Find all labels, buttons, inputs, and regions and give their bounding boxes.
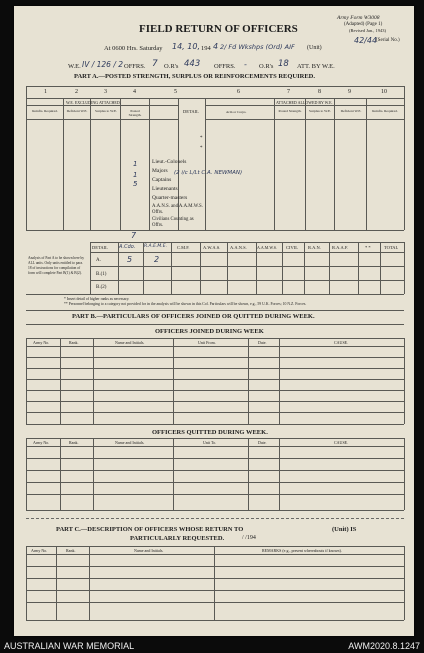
analysis-vrule <box>380 242 381 294</box>
part-c-vrule <box>214 546 215 620</box>
quitted-bottom-rule <box>26 510 404 511</box>
ors-label: O.R's <box>164 63 179 70</box>
quitted-header-top <box>26 438 404 439</box>
part-c-vrule <box>26 546 27 620</box>
ors2-label: O.R's <box>259 63 274 70</box>
analysis-row-label: B.(1) <box>96 272 107 277</box>
we-label: W.E. <box>68 63 81 70</box>
quitted-header: Army No. <box>33 440 50 445</box>
form-adapted: (Adapted) (Page 1) <box>344 22 383 27</box>
part-a-vrule <box>26 86 27 230</box>
analysis-header: R.A.A.F. <box>332 245 349 250</box>
analysis-header: A.A.N.S. <box>230 245 247 250</box>
part-a-vrule <box>274 98 275 230</box>
part-c-title: PART C.—DESCRIPTION OF OFFICERS WHOSE RETURN TO <box>56 526 244 533</box>
form-sheet <box>14 6 414 636</box>
posted-lt-col: 1 <box>133 160 138 168</box>
analysis-header: C.M.F. <box>177 245 190 250</box>
part-c-row-rule <box>26 566 404 567</box>
part-c-row-rule <box>26 578 404 579</box>
column-number: 9 <box>348 89 351 95</box>
quitted-header: Name and Initials. <box>115 440 145 445</box>
analysis-header: R.A.E.M.E. <box>144 244 168 249</box>
part-a-top-border <box>26 86 404 87</box>
part-b-title: PART B.—PARTICULARS OF OFFICERS JOINED OR QUITTED DURING WEEK. <box>72 313 315 320</box>
footnote: ** Personnel belonging to a category not provided for in the analysis will be shown in this Col. Particulars will be shown, e.g., 59 U.K. Forces; 10 N.Z. Forces. <box>64 302 307 306</box>
analysis-row-label: A. <box>96 258 101 263</box>
offrs-label: OFFRS. <box>124 63 146 70</box>
serial-value: 42/44 <box>354 36 378 45</box>
sub-header: Surplus to W.E. <box>309 109 331 113</box>
analysis-header: A.W.A.S. <box>203 245 221 250</box>
joined-header: Rank. <box>69 340 79 345</box>
part-a-vrule <box>149 98 150 230</box>
analysis-header: * * <box>365 245 371 250</box>
quitted-vrule <box>93 438 94 510</box>
joined-header-top <box>26 338 404 339</box>
column-number: 5 <box>174 89 177 95</box>
column-number: 7 <box>287 89 290 95</box>
form-title: FIELD RETURN OF OFFICERS <box>139 23 298 35</box>
joined-row-rule <box>26 401 404 402</box>
rank-label: Majors <box>152 168 168 174</box>
joined-header: CAUSE. <box>334 340 349 345</box>
footer-institution: AUSTRALIAN WAR MEMORIAL <box>4 641 135 651</box>
part-c-header-bottom <box>26 554 404 555</box>
analysis-header: TOTAL <box>384 245 399 250</box>
sub-header: Posted Strength. <box>278 109 302 113</box>
rank-label: Civilians Counting as Offrs. <box>152 217 194 228</box>
quitted-header: CAUSE. <box>334 440 349 445</box>
form-number: Army Form W3008 <box>337 15 380 21</box>
attached-allowed-header: ATTACHED ALLOWED BY W.E. <box>276 100 333 105</box>
analysis-vrule <box>358 242 359 294</box>
analysis-top-rule <box>90 242 404 243</box>
analysis-vrule <box>227 242 228 294</box>
analysis-bottom-rule <box>26 294 404 295</box>
quitted-vrule <box>279 438 280 510</box>
part-a-vrule <box>120 98 121 230</box>
part-c-requested: PARTICULARLY REQUESTED. <box>130 535 225 542</box>
joined-bottom-rule <box>26 424 404 425</box>
quitted-row-rule <box>26 482 404 483</box>
part-a-title: PART A.—POSTED STRENGTH, SURPLUS OR REINFORCEMENTS REQUIRED. <box>74 73 315 80</box>
column-number: 3 <box>104 89 107 95</box>
analysis-row-label: B.(2) <box>96 285 107 290</box>
quitted-row-rule <box>26 458 404 459</box>
column-number: 1 <box>44 89 47 95</box>
analysis-vrule <box>143 242 144 294</box>
quitted-row-rule <box>26 494 404 495</box>
joined-header: Name and Initials. <box>115 340 145 345</box>
part-a-vrule <box>305 98 306 230</box>
joined-header: Date. <box>258 340 267 345</box>
joined-header: Army No. <box>33 340 50 345</box>
time-label: At 0600 Hrs. Saturday <box>104 45 163 52</box>
joined-title: OFFICERS JOINED DURING WEEK <box>155 328 264 335</box>
sub-header: Arm or Corps. <box>226 110 247 114</box>
date-value: 14, 10, <box>172 42 200 51</box>
detail-header: DETAIL <box>183 109 199 114</box>
quitted-row-rule <box>26 470 404 471</box>
quitted-header-bottom <box>26 446 404 447</box>
quitted-vrule <box>248 438 249 510</box>
analysis-vrule <box>404 242 405 294</box>
analysis-header: CIVIL <box>286 245 298 250</box>
group-rule-left <box>26 105 178 106</box>
column-number: 4 <box>133 89 136 95</box>
part-b-rule <box>26 324 404 325</box>
unit-label: (Unit) <box>307 45 322 51</box>
rank-label: Lieut.-Colonels <box>152 159 187 165</box>
analysis-vrule <box>90 242 91 294</box>
part-a-vrule <box>404 86 405 230</box>
quitted-title: OFFICERS QUITTED DURING WEEK. <box>152 429 268 436</box>
analysis-header: A.A.M.W.S. <box>257 245 277 250</box>
offrs2-value: - <box>244 60 247 69</box>
rank-label: Captains <box>152 177 172 183</box>
ors-value: 443 <box>184 59 201 69</box>
quitted-vrule <box>173 438 174 510</box>
part-a-vrule <box>63 98 64 230</box>
part-c-row-rule <box>26 590 404 591</box>
joined-row-rule <box>26 390 404 391</box>
analysis-header: A.Cdo. <box>119 244 136 250</box>
part-c-vrule <box>404 546 405 620</box>
analysis-value-a: 5 <box>127 255 133 264</box>
rank-label: A.A.N.S. and A.A.M.W.S. Offrs. <box>152 204 203 215</box>
form-revised: (Revised Jan., 1943) <box>349 28 386 33</box>
rank-label: Lieutenants <box>152 186 178 192</box>
column-number: 6 <box>237 89 240 95</box>
footnote: * Insert detail of higher ranks as necessary. <box>64 297 130 301</box>
att-label: ATT. BY W.E. <box>297 63 335 70</box>
footer-reference: AWM2020.8.1247 <box>348 641 420 651</box>
part-a-vrule <box>334 98 335 230</box>
analysis-header: R.A.N. <box>308 245 321 250</box>
column-number: 10 <box>381 89 387 95</box>
part-c-vrule <box>56 546 57 620</box>
quitted-vrule <box>60 438 61 510</box>
part-b-rule <box>26 310 404 311</box>
archive-footer <box>0 640 424 653</box>
analysis-vrule <box>329 242 330 294</box>
we-value: IV / 126 / 2 <box>82 60 124 69</box>
col-number-rule <box>26 98 404 99</box>
sub-header: Deficient W.E. <box>340 109 362 113</box>
analysis-vrule <box>282 242 283 294</box>
rank-label: Quarter-masters <box>152 195 188 201</box>
quitted-header: Date. <box>258 440 267 445</box>
joined-header: Unit From. <box>198 340 216 345</box>
analysis-note: Analysis of Part A to be shown here by ALL units. Only units entitled to para. 18 of instructions for compilation of form will complete Part B(1) & B(2). <box>28 256 85 275</box>
joined-row-rule <box>26 368 404 369</box>
analysis-vrule <box>304 242 305 294</box>
analysis-header-rule <box>90 252 404 253</box>
joined-row-rule <box>26 379 404 380</box>
part-c-dashed-rule <box>26 518 404 520</box>
asterisk-mark: * <box>200 146 203 151</box>
part-c-header: REMARKS (e.g., present whereabouts if known). <box>262 548 342 553</box>
sub-header: Reinfts. Required. <box>32 109 58 113</box>
joined-header-bottom <box>26 346 404 347</box>
part-c-bottom-rule <box>26 620 404 621</box>
captains-note: (2 i/c L/Lt C.A. NEWMAN) <box>174 170 243 176</box>
quitted-vrule <box>26 438 27 510</box>
year-value: 4 <box>213 42 219 51</box>
offrs2-label: OFFRS. <box>214 63 236 70</box>
subheader-rule-left <box>26 119 178 120</box>
part-c-title-tail: (Unit) IS <box>332 526 357 533</box>
serial-label: (Serial No.) <box>376 38 400 43</box>
part-a-bottom-rule <box>26 230 404 231</box>
part-a-vrule <box>90 98 91 230</box>
analysis-vrule <box>200 242 201 294</box>
sub-header: Reinfts. Required. <box>372 109 398 113</box>
part-c-header-top <box>26 546 404 547</box>
analysis-vrule <box>171 242 172 294</box>
part-c-header: Name and Initials. <box>134 548 164 553</box>
column-number: 8 <box>318 89 321 95</box>
analysis-value-b: 2 <box>154 255 160 264</box>
analysis-row-rule <box>90 266 404 267</box>
unit-value: 2/ Fd Wkshps (Ord) AIF <box>220 43 295 51</box>
joined-row-rule <box>26 412 404 413</box>
asterisk-mark: * <box>200 136 203 141</box>
part-c-header: Army No. <box>31 548 48 553</box>
year-label: 194 <box>201 45 211 52</box>
column-number: 2 <box>75 89 78 95</box>
quitted-vrule <box>404 438 405 510</box>
we-excluding-header: W.E. EXCLUDING ATTACHED. <box>66 100 121 105</box>
sub-header: Posted Strength. <box>128 109 142 117</box>
sub-header: Surplus to W.E. <box>95 109 117 113</box>
part-a-vrule <box>366 98 367 230</box>
analysis-header: DETAIL <box>92 245 108 250</box>
quitted-header: Rank. <box>69 440 79 445</box>
part-c-header: Rank. <box>66 548 76 553</box>
analysis-row-rule <box>90 280 404 281</box>
offrs-value: 7 <box>152 59 158 69</box>
sub-header: Deficient W.E. <box>66 109 88 113</box>
posted-total: 7 <box>131 231 137 240</box>
posted-maj: 1 <box>133 171 138 179</box>
part-c-row-rule <box>26 602 404 603</box>
posted-capt: 5 <box>133 180 138 188</box>
part-c-vrule <box>89 546 90 620</box>
joined-row-rule <box>26 357 404 358</box>
quitted-header: Unit To. <box>203 440 217 445</box>
part-c-requested-date: / /194 <box>242 535 256 541</box>
joined-vrule <box>404 338 405 424</box>
ors2-value: 18 <box>278 59 289 69</box>
